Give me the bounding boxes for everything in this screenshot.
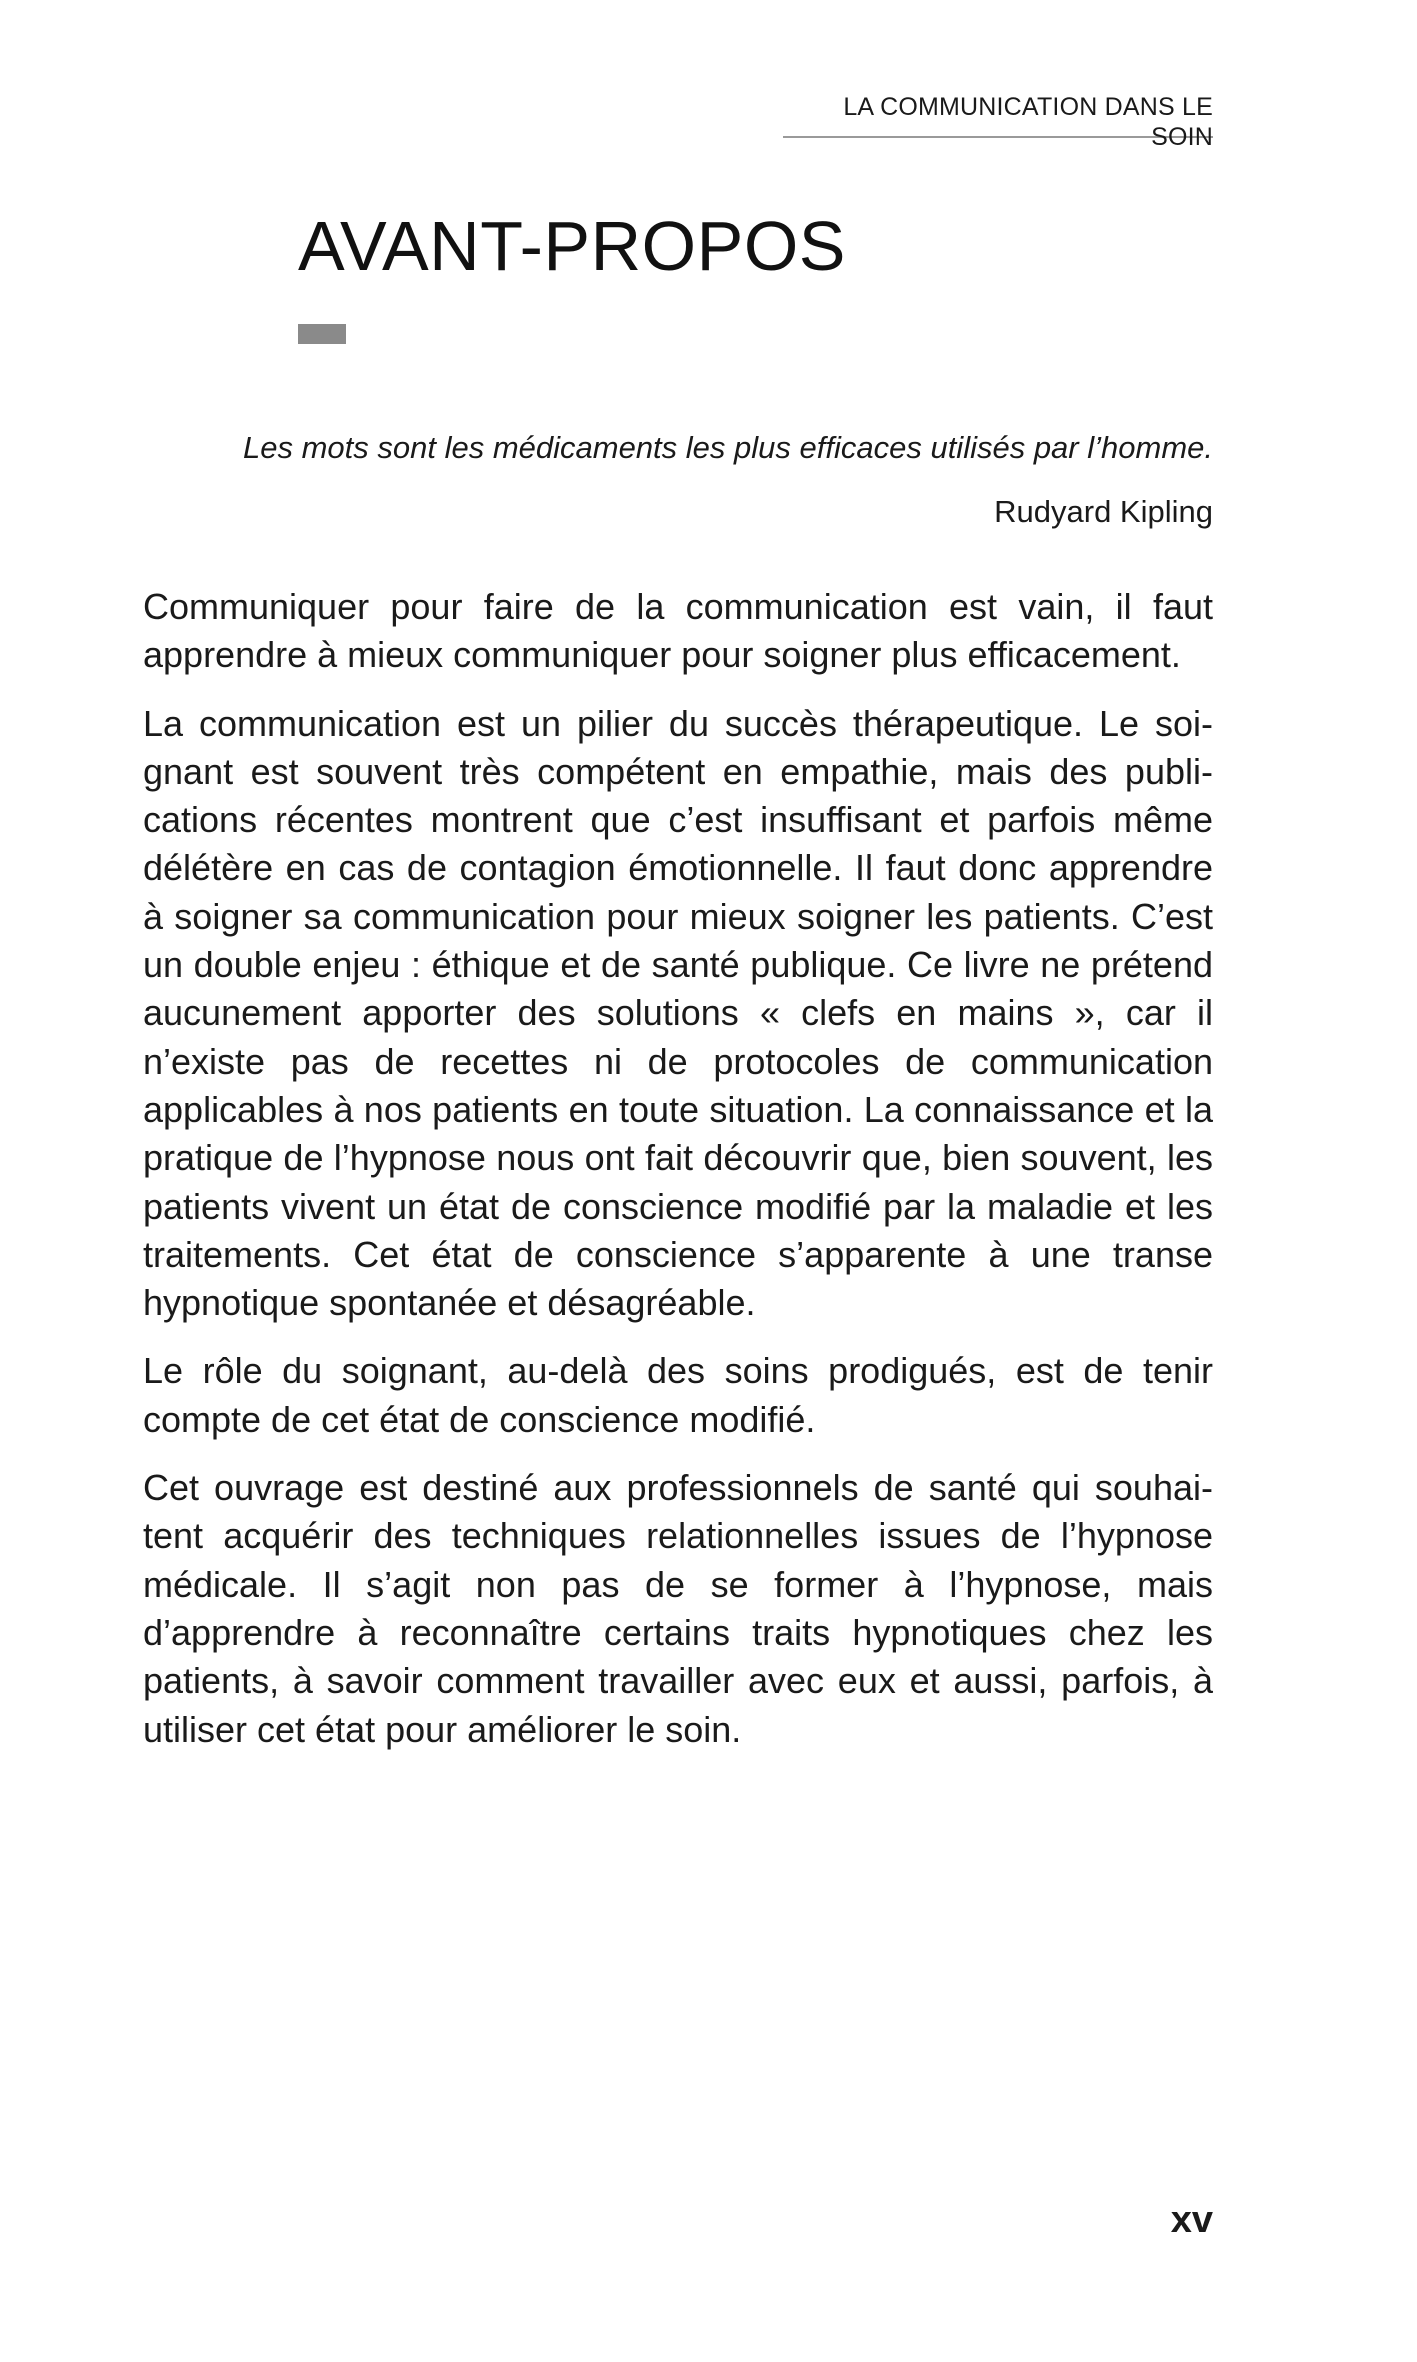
body-paragraph-4: Cet ouvrage est destiné aux professionnels de santé qui souhaitent acquérir des techniques relationnelles issues de l’hypnose médicale. Il s’agit non pas de se former à l’hypnose, mais d’apprendre à reconnaître certains traits hypnotiques chez les patients, à savoir comment travailler avec eux et aussi, parfois, à utiliser cet état pour améliorer le soin. bbox=[143, 1467, 1213, 1750]
epigraph-author: Rudyard Kipling bbox=[994, 494, 1213, 529]
body-paragraph-1: Communiquer pour faire de la communication est vain, il faut apprendre à mieux communiquer pour soigner plus efficacement. bbox=[143, 586, 1213, 676]
body-paragraph-3: Le rôle du soignant, au-delà des soins prodigués, est de tenir compte de cet état de conscience modifié. bbox=[143, 1350, 1213, 1440]
body-paragraph-2: La communication est un pilier du succès thérapeutique. Le soignant est souvent très compétent en empathie, mais des publications récentes montrent que c’est insuffisant et parfois même délétère en cas de contagion émotionnelle. Il faut donc apprendre à soigner sa communication pour mieux soigner les patients. C’est un double enjeu : éthique et de santé publique. Ce livre ne prétend aucunement apporter des solutions « clefs en mains », car il n’existe pas de recettes ni de protocoles de communication applicables à nos patients en toute situation. La connaissance et la pratique de l’hypnose nous ont fait découvrir que, bien souvent, les patients vivent un état de conscience modifié par la maladie et les traitements. Cet état de conscience s’apparente à une transe hypnotique spontanée et désagréable. bbox=[143, 702, 1213, 1324]
page-number: xv bbox=[1170, 2199, 1213, 2241]
body-text bbox=[143, 583, 1213, 1774]
running-head bbox=[783, 92, 1213, 151]
epigraph-quote: Les mots sont les médicaments les plus efficaces utilisés par l’homme. bbox=[242, 430, 1213, 465]
running-head-title: LA COMMUNICATION DANS LE SOIN bbox=[843, 93, 1213, 151]
chapter-title: AVANT-PROPOS bbox=[298, 207, 846, 285]
title-marker bbox=[298, 324, 346, 344]
